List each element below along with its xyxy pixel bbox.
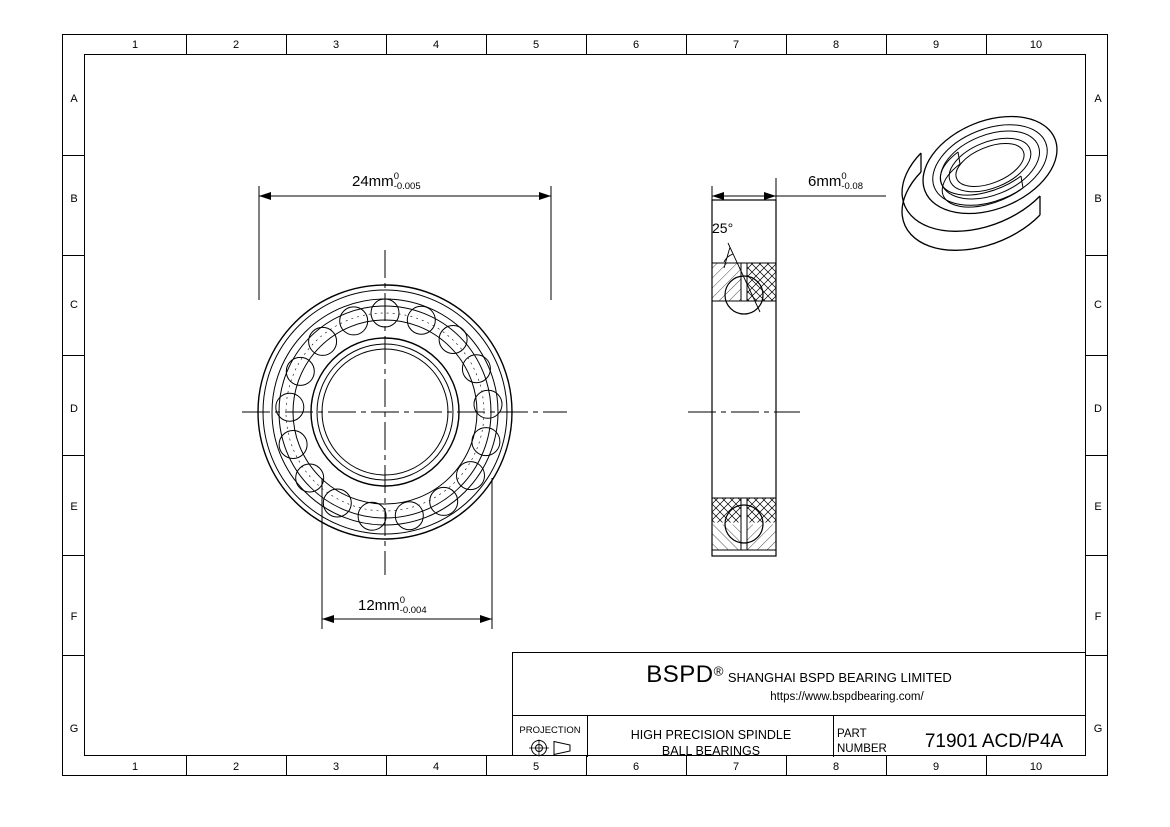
part-number-value: 71901 ACD/P4A: [924, 731, 1064, 752]
row-label-F-right: F: [1094, 611, 1102, 623]
brand-name: BSPD: [646, 661, 714, 688]
row-label-D-right: D: [1094, 403, 1102, 415]
part-number-label-line2: NUMBER: [837, 743, 887, 755]
column-divider: [986, 34, 987, 54]
column-label-7: 7: [732, 39, 740, 51]
first-angle-projection-symbol: [527, 739, 575, 757]
row-label-D: D: [70, 403, 78, 415]
column-divider: [786, 756, 787, 776]
tol-lower-outer: -0.005: [393, 181, 421, 192]
row-divider: [1086, 455, 1108, 456]
title-block: [512, 652, 1086, 756]
row-divider: [1086, 655, 1108, 656]
row-divider: [62, 255, 84, 256]
column-divider: [686, 34, 687, 54]
dimension-label-outer-diameter: [352, 172, 421, 192]
row-divider: [1086, 355, 1108, 356]
column-label-10: 10: [1029, 39, 1043, 51]
column-label-5-bottom: 5: [532, 761, 540, 773]
row-label-E-right: E: [1094, 501, 1102, 513]
product-description-line1: HIGH PRECISION SPINDLE: [630, 728, 792, 742]
row-label-G: G: [69, 723, 79, 735]
column-divider: [286, 756, 287, 776]
column-divider: [386, 756, 387, 776]
column-divider: [686, 756, 687, 776]
row-divider: [62, 355, 84, 356]
product-description: [591, 727, 831, 759]
product-description-line2: BALL BEARINGS: [661, 744, 761, 758]
dimension-value-outer-diameter: 24mm: [352, 172, 394, 190]
row-divider: [62, 555, 84, 556]
column-label-9: 9: [932, 39, 940, 51]
column-divider: [386, 34, 387, 54]
column-label-4-bottom: 4: [432, 761, 440, 773]
drawing-frame-inner: [84, 54, 1086, 756]
contact-angle-label: 25°: [712, 220, 734, 236]
company-url: https://www.bspdbearing.com/: [770, 691, 924, 703]
column-label-2-bottom: 2: [232, 761, 240, 773]
column-label-7-bottom: 7: [732, 761, 740, 773]
column-label-10-bottom: 10: [1029, 761, 1043, 773]
row-divider: [1086, 155, 1108, 156]
column-label-8-bottom: 8: [832, 761, 840, 773]
row-divider: [62, 455, 84, 456]
column-divider: [586, 34, 587, 54]
column-label-6-bottom: 6: [632, 761, 640, 773]
column-divider: [786, 34, 787, 54]
row-label-C-right: C: [1094, 299, 1102, 311]
tol-upper-bore: 0: [399, 595, 405, 606]
part-number-label-line1: PART: [837, 728, 867, 740]
column-label-1-bottom: 1: [131, 761, 139, 773]
row-label-A-right: A: [1094, 93, 1102, 105]
row-label-F: F: [70, 611, 78, 623]
company-name: SHANGHAI BSPD BEARING LIMITED: [727, 670, 952, 685]
row-divider: [62, 155, 84, 156]
column-divider: [486, 34, 487, 54]
dimension-label-bore-diameter: [358, 596, 427, 616]
company-header: [513, 661, 1085, 703]
column-divider: [586, 756, 587, 776]
column-divider: [186, 756, 187, 776]
column-label-2: 2: [232, 39, 240, 51]
column-label-4: 4: [432, 39, 440, 51]
column-label-3: 3: [332, 39, 340, 51]
dimension-value-bore-diameter: 12mm: [358, 596, 400, 614]
tol-upper-outer: 0: [393, 171, 399, 182]
title-block-divider-projection: [587, 715, 588, 757]
row-label-E: E: [70, 501, 78, 513]
projection-label: PROJECTION: [519, 725, 581, 736]
column-label-1: 1: [131, 39, 139, 51]
row-label-B: B: [70, 193, 78, 205]
row-divider: [1086, 255, 1108, 256]
column-divider: [886, 756, 887, 776]
row-divider: [1086, 555, 1108, 556]
tol-lower-width: -0.08: [841, 181, 863, 192]
column-label-3-bottom: 3: [332, 761, 340, 773]
column-divider: [486, 756, 487, 776]
column-divider: [886, 34, 887, 54]
column-divider: [286, 34, 287, 54]
dimension-value-width: 6mm: [808, 172, 842, 190]
title-block-divider-horizontal: [513, 715, 1085, 716]
column-label-8: 8: [832, 39, 840, 51]
row-label-G-right: G: [1093, 723, 1103, 735]
row-label-A: A: [70, 93, 78, 105]
column-divider: [986, 756, 987, 776]
column-label-6: 6: [632, 39, 640, 51]
row-label-B-right: B: [1094, 193, 1102, 205]
title-block-divider-part: [833, 715, 834, 757]
dimension-label-width: [808, 172, 863, 192]
column-label-9-bottom: 9: [932, 761, 940, 773]
registered-trademark-icon: ®: [713, 663, 724, 679]
column-label-5: 5: [532, 39, 540, 51]
tol-lower-bore: -0.004: [399, 605, 427, 616]
tol-upper-width: 0: [841, 171, 847, 182]
row-label-C: C: [70, 299, 78, 311]
part-number-label: [837, 727, 887, 757]
row-divider: [62, 655, 84, 656]
column-divider: [186, 34, 187, 54]
